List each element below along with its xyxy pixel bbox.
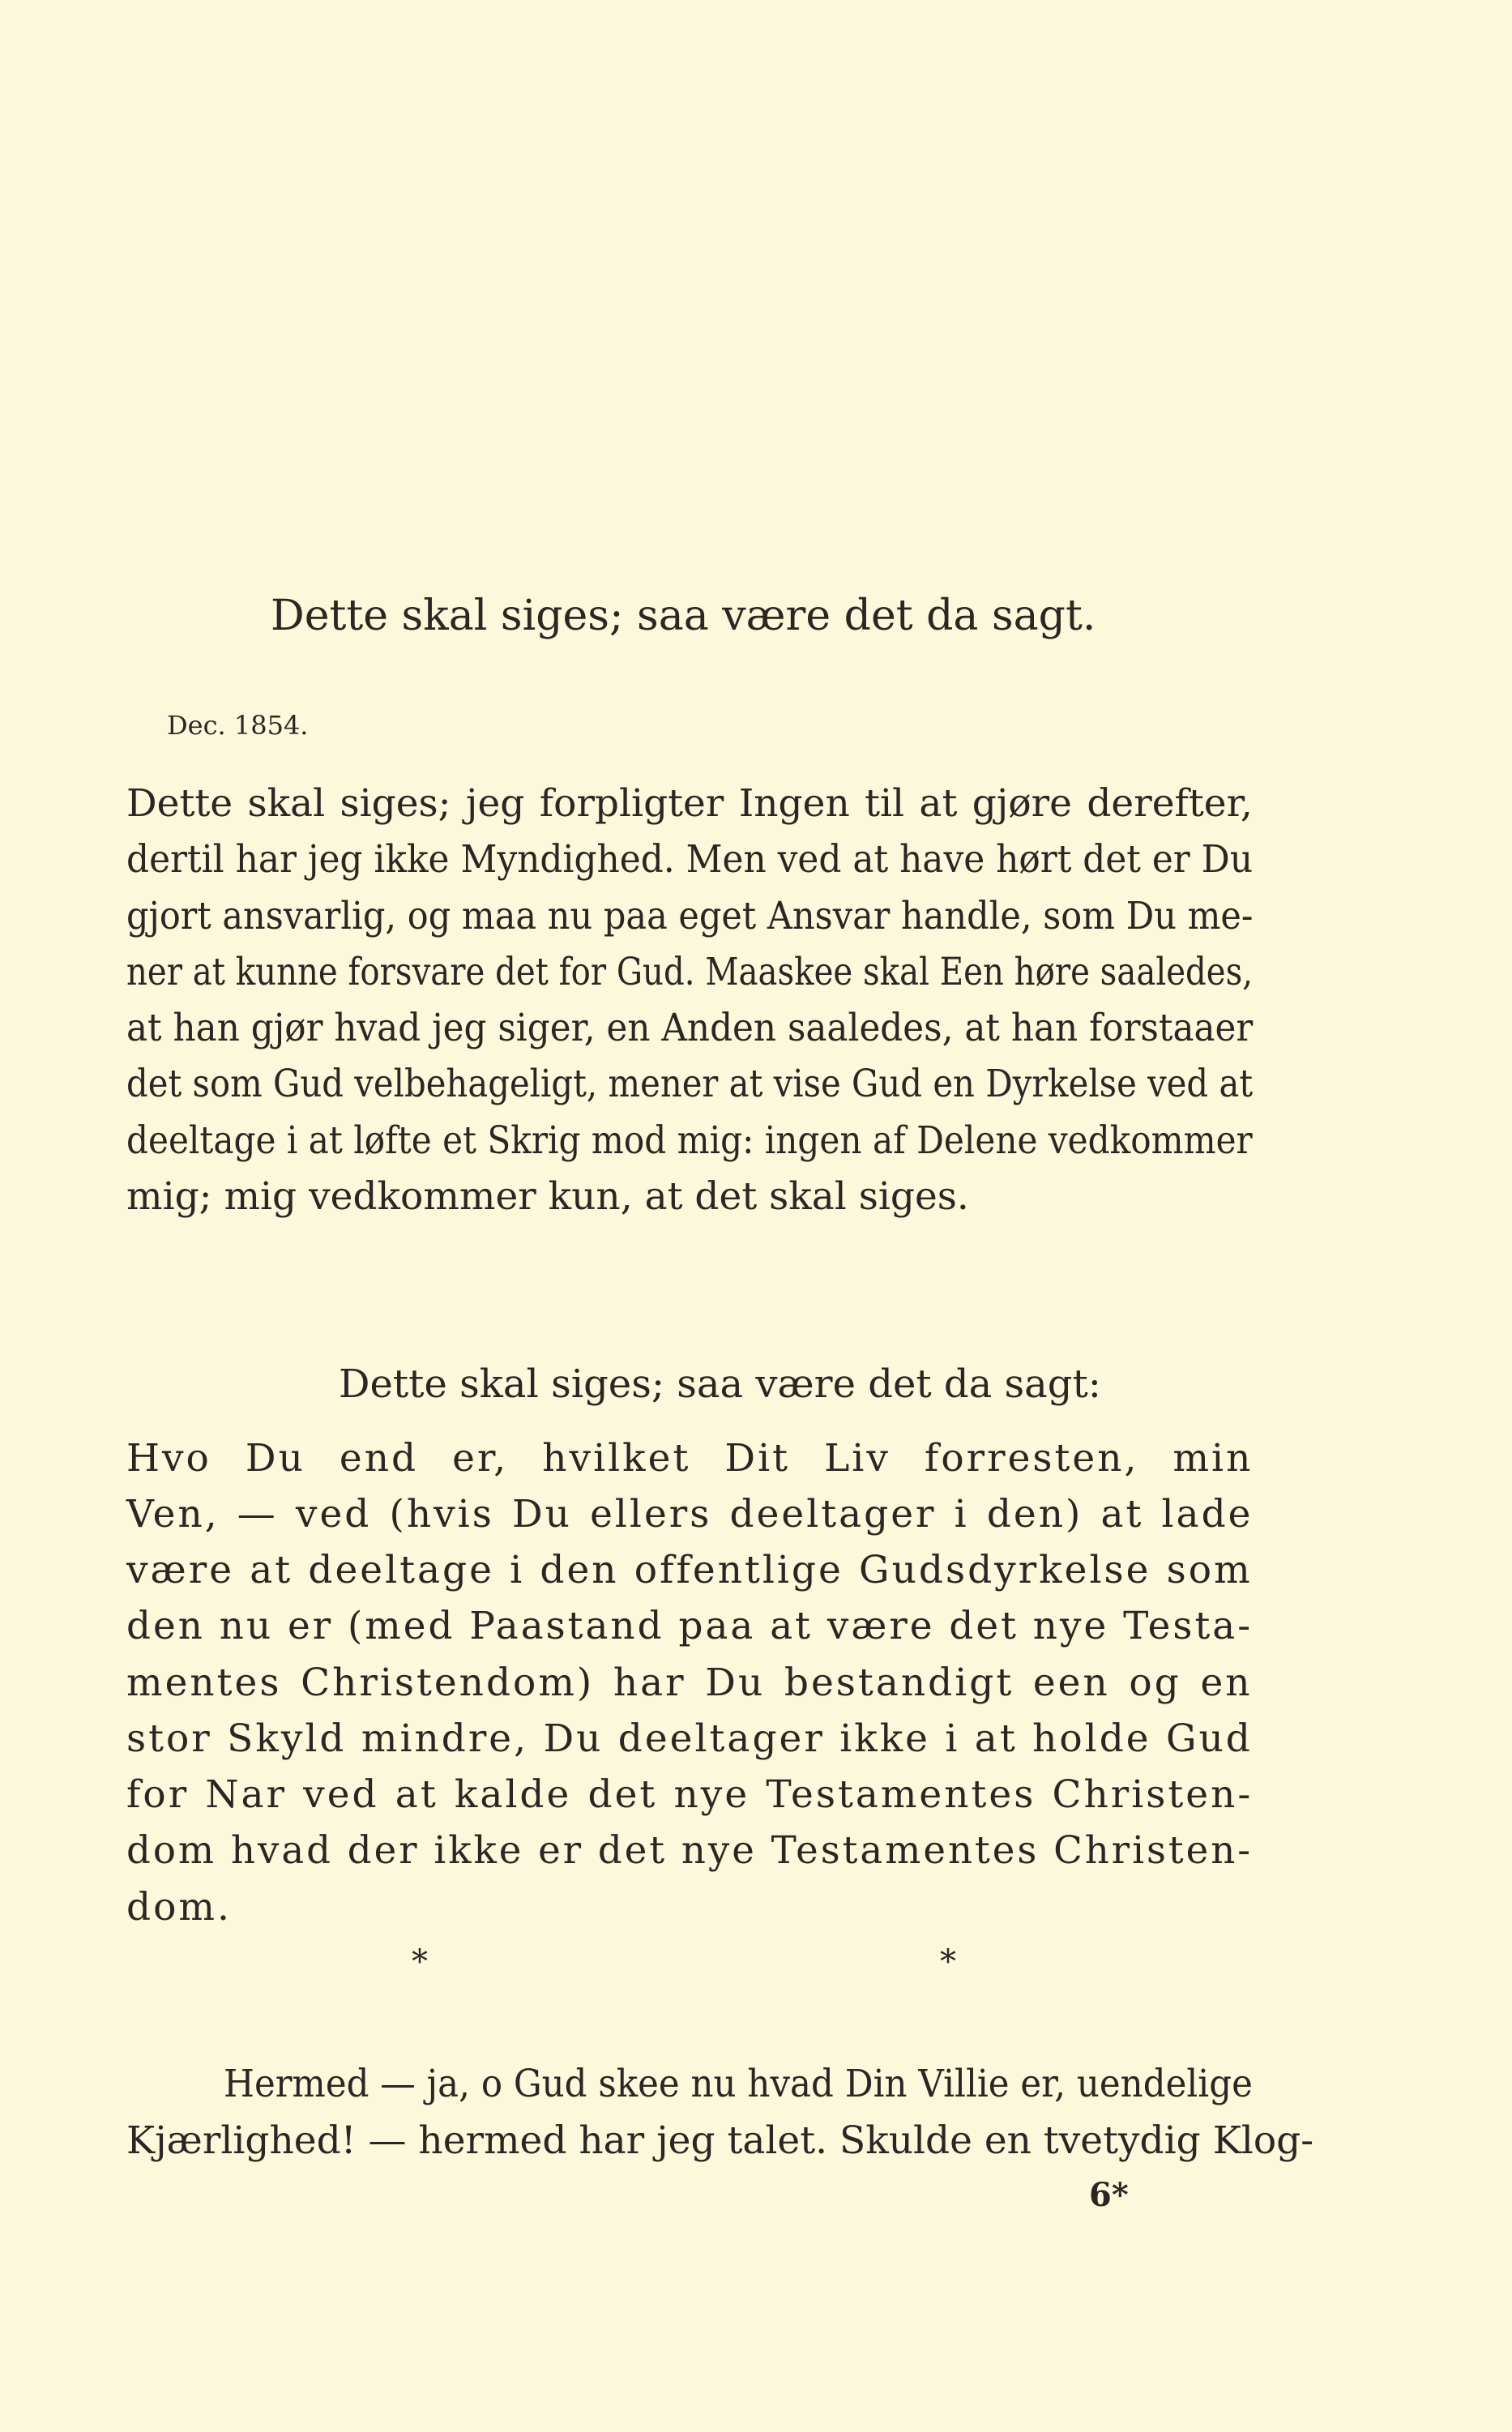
separator-asterisk: * — [940, 1943, 956, 1981]
text-line: for Nar ved at kalde det nye Testamentes Christen- — [126, 1772, 1254, 1817]
subheading: Dette skal siges; saa være det da sagt: — [339, 1361, 1101, 1407]
text-line: Ven, — ved (hvis Du ellers deeltager i den) at lade — [126, 1492, 1254, 1537]
text-line: den nu er (med Paastand paa at være det nye Testa- — [126, 1604, 1254, 1648]
text-line: stor Skyld mindre, Du deeltager ikke i at holde Gud — [126, 1716, 1253, 1761]
text-line: Hermed — ja, o Gud skee nu hvad Din Villie er, uendelige — [224, 2062, 1253, 2106]
text-line: Dette skal siges; jeg forpligter Ingen til at gjøre derefter, — [126, 781, 1253, 826]
date-line: Dec. 1854. — [167, 710, 309, 741]
text-line: være at deeltage i den offentlige Gudsdyrkelse som — [126, 1548, 1253, 1592]
separator-asterisk: * — [412, 1943, 428, 1981]
text-line: gjort ansvarlig, og maa nu paa eget Ansvar handle, som Du me- — [126, 894, 1254, 938]
text-line: mentes Christendom) har Du bestandigt een og en — [126, 1661, 1253, 1705]
text-line: dom. — [126, 1885, 232, 1930]
text-line: ner at kunne forsvare det for Gud. Maaskee skal Een høre saaledes, — [126, 950, 1254, 994]
page-number: 6* — [1089, 2176, 1129, 2214]
text-line: Hvo Du end er, hvilket Dit Liv forresten, min — [126, 1436, 1254, 1481]
text-line: mig; mig vedkommer kun, at det skal siges. — [126, 1174, 969, 1219]
text-line: dertil har jeg ikke Myndighed. Men ved at have hørt det er Du — [126, 837, 1254, 882]
section-heading: Dette skal siges; saa være det da sagt. — [271, 592, 1096, 640]
text-line: det som Gud velbehageligt, mener at vise Gud en Dyrkelse ved at — [126, 1062, 1254, 1106]
text-line: Kjærlighed! — hermed har jeg talet. Skulde en tvetydig Klog- — [126, 2118, 1314, 2163]
text-line: dom hvad der ikke er det nye Testamentes Christen- — [126, 1828, 1253, 1873]
text-line: deeltage i at løfte et Skrig mod mig: ingen af Delene vedkommer — [126, 1118, 1253, 1163]
text-line: at han gjør hvad jeg siger, en Anden saaledes, at han forstaaer — [126, 1006, 1254, 1050]
